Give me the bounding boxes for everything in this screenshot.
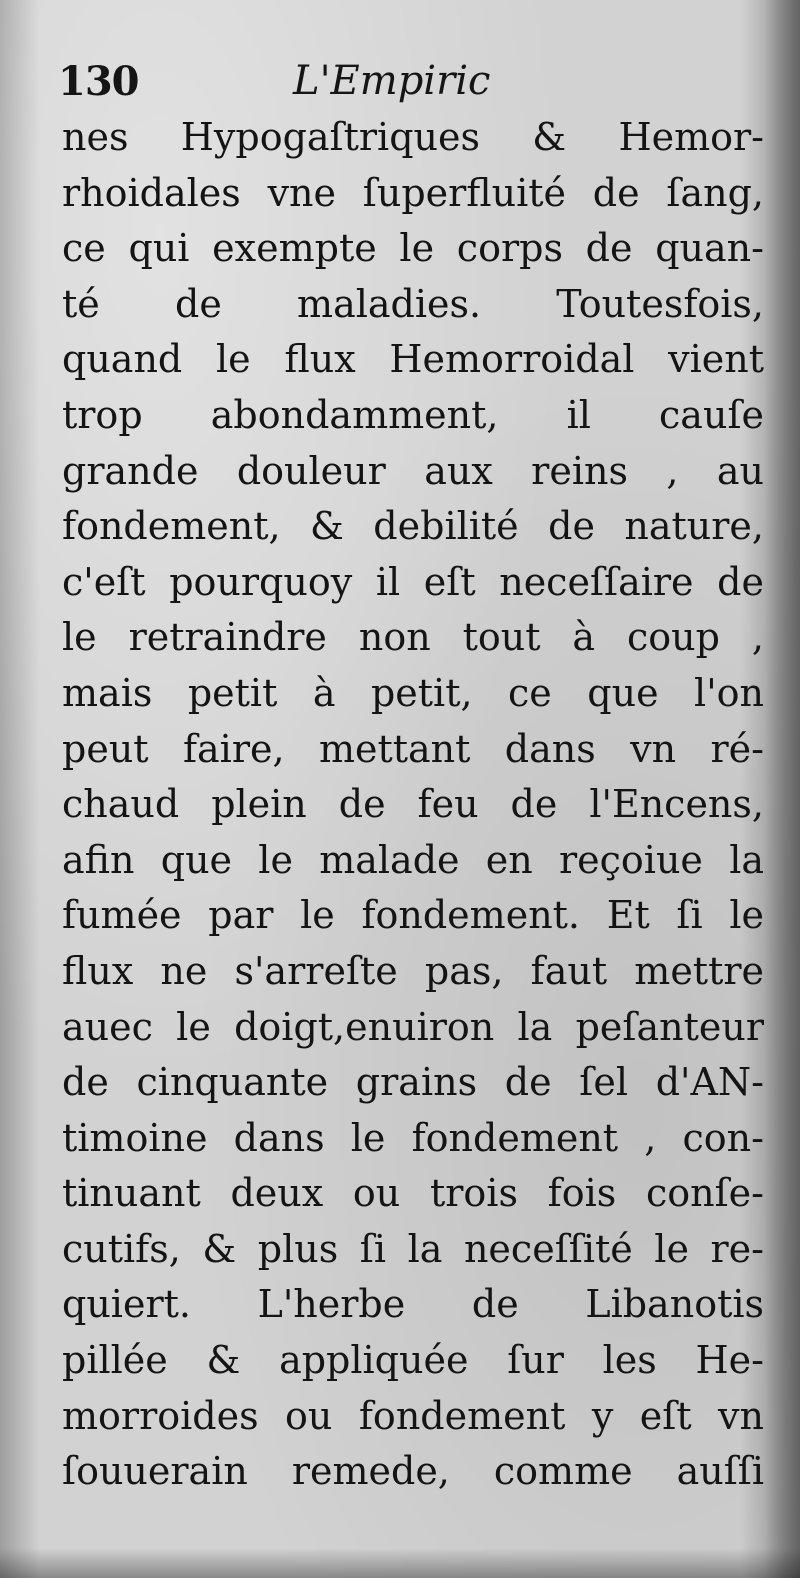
text-line: tinuant deux ou trois fois conſe-	[62, 1171, 764, 1216]
text-line: le retraindre non tout à coup ,	[62, 615, 764, 660]
text-line: timoine dans le fondement , con-	[62, 1115, 764, 1160]
text-line: afin que le malade en reçoiue la	[62, 837, 764, 882]
text-line: trop abondamment, il cauſe	[62, 392, 764, 437]
text-line: de cinquante grains de ſel d'AN-	[62, 1060, 764, 1105]
text-line: c'eſt pourquoy il eſt neceſſaire de	[62, 559, 764, 604]
page-number: 130	[58, 58, 139, 105]
page-edge-shadow	[764, 0, 800, 1578]
text-line: morroides ou fondement y eſt vn	[62, 1393, 764, 1438]
text-line: grande douleur aux reins , au	[62, 448, 764, 493]
text-line: nes Hypogaſtriques & Hemor-	[62, 115, 764, 159]
text-line: chaud plein de feu de l'Encens,	[62, 782, 764, 827]
text-line: rhoidales vne ſuperfluité de ſang,	[62, 170, 764, 215]
body-text	[62, 110, 764, 1500]
text-line: ſouuerain remede, comme auſſi	[62, 1449, 764, 1494]
text-line: pillée & appliquée ſur les He-	[62, 1338, 764, 1383]
running-title: L'Empiric	[293, 58, 491, 104]
text-line: quand le flux Hemorroidal vient	[62, 337, 764, 382]
text-line: flux ne s'arreſte pas, faut mettre	[62, 948, 764, 993]
page-bottom-shadow	[0, 1548, 800, 1578]
text-line: auec le doigt,enuiron la peſanteur	[62, 1004, 764, 1049]
text-line: mais petit à petit, ce que l'on	[62, 670, 764, 715]
text-line: ce qui exempte le corps de quan-	[62, 226, 764, 271]
text-line: peut faire, mettant dans vn ré-	[62, 726, 764, 771]
text-line: fondement, & debilité de nature,	[62, 504, 764, 549]
text-line: fumée par le fondement. Et ſi le	[62, 893, 764, 938]
text-line: quiert. L'herbe de Libanotis	[62, 1282, 764, 1327]
page-header	[58, 58, 758, 110]
text-line: té de maladies. Toutesfois,	[62, 281, 764, 326]
text-line: cutifs, & plus ſi la neceſſité le re-	[62, 1226, 764, 1271]
